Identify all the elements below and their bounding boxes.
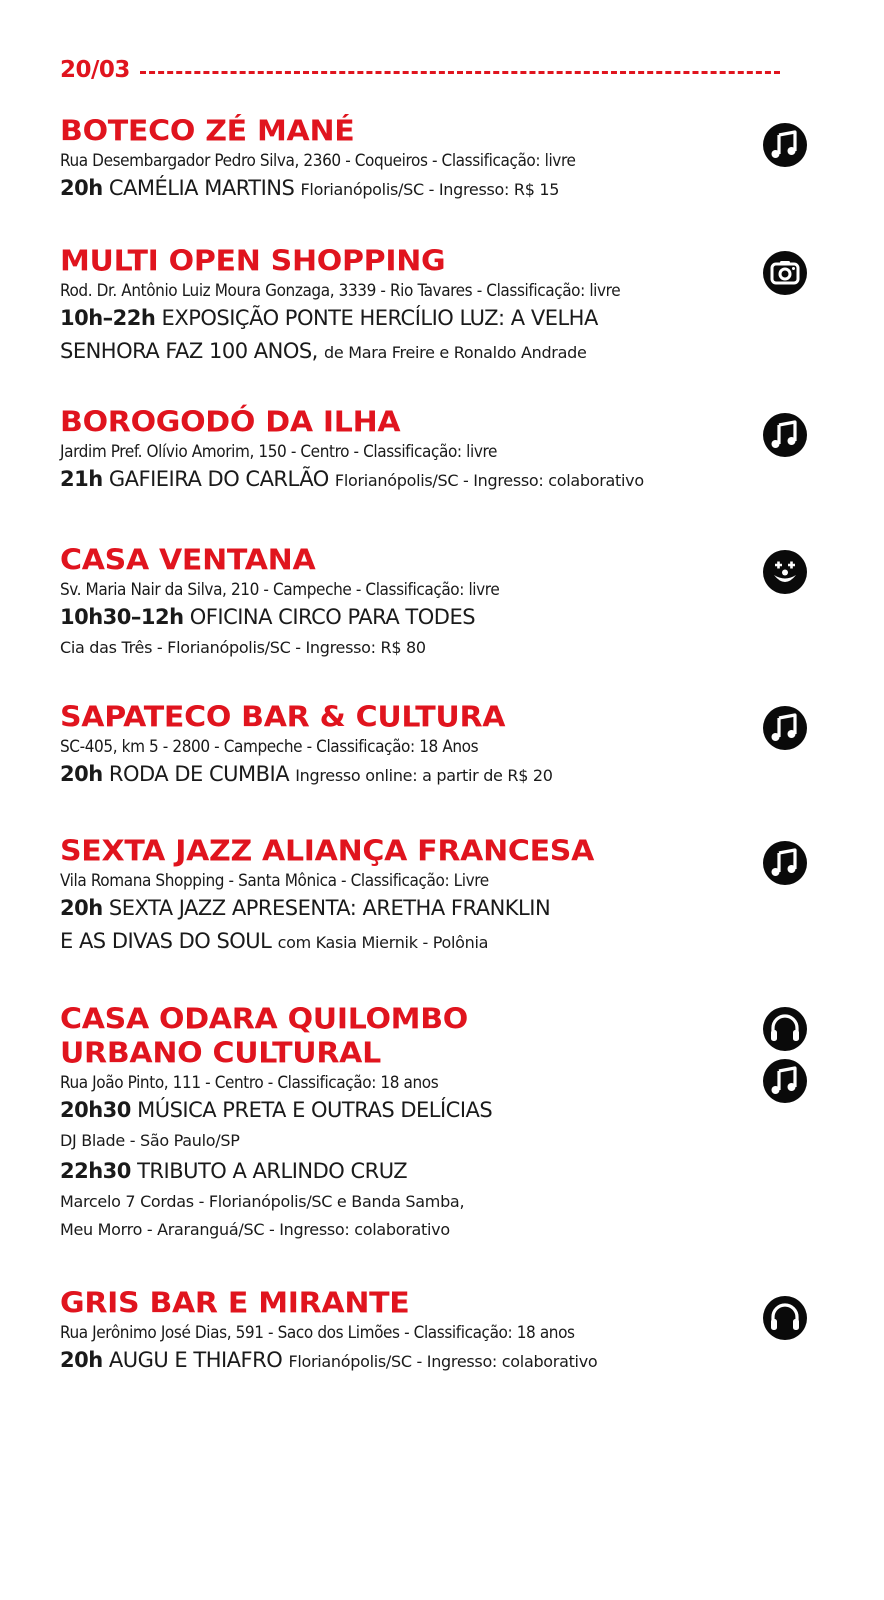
venue-name-line2: URBANO CULTURAL xyxy=(60,1037,381,1071)
event-title: EXPOSIÇÃO PONTE HERCÍLIO LUZ: A VELHA xyxy=(161,306,598,330)
event-time: 21h xyxy=(60,467,103,491)
venue-address: Rua João Pinto, 111 - Centro - Classificação: 18 anos xyxy=(60,1073,439,1093)
venue-name-line1: CASA ODARA QUILOMBO xyxy=(60,1003,468,1037)
venue-boteco-ze-mane xyxy=(60,116,840,206)
event-line xyxy=(60,463,840,497)
event-details-line2: Meu Morro - Araranguá/SC - Ingresso: colaborativo xyxy=(60,1220,450,1239)
venue-name: GRIS BAR E MIRANTE xyxy=(60,1287,410,1321)
event-time: 20h xyxy=(60,176,103,200)
venue-address: Rua Desembargador Pedro Silva, 2360 - Coqueiros - Classificação: livre xyxy=(60,151,576,171)
event-time: 10h30–12h xyxy=(60,605,184,629)
date-label: 20/03 xyxy=(60,57,130,83)
venue-address: SC-405, km 5 - 2800 - Campeche - Classificação: 18 Anos xyxy=(60,737,479,757)
event-line xyxy=(60,302,840,335)
event-line xyxy=(60,601,840,634)
camera-icon xyxy=(762,250,808,296)
event-time: 20h xyxy=(60,1348,103,1372)
venue-address: Vila Romana Shopping - Santa Mônica - Classificação: Livre xyxy=(60,871,489,891)
music-note-icon xyxy=(762,412,808,458)
event-title: GAFIEIRA DO CARLÃO xyxy=(108,467,329,491)
event-title: AUGU E THIAFRO xyxy=(108,1348,283,1372)
event-time: 20h xyxy=(60,896,103,920)
venue-address: Jardim Pref. Olívio Amorim, 150 - Centro - Classificação: livre xyxy=(60,442,498,462)
event-details: Cia das Três - Florianópolis/SC - Ingresso: R$ 80 xyxy=(60,638,426,657)
event-details: Marcelo 7 Cordas - Florianópolis/SC e Banda Samba, xyxy=(60,1192,465,1211)
event-details: de Mara Freire e Ronaldo Andrade xyxy=(324,343,587,362)
venue-name: BOTECO ZÉ MANÉ xyxy=(60,115,355,149)
event-title: OFICINA CIRCO PARA TODES xyxy=(189,605,476,629)
venue-sexta-jazz-alianca-francesa xyxy=(60,836,840,959)
headphones-icon xyxy=(762,1006,808,1052)
event-title: SEXTA JAZZ APRESENTA: ARETHA FRANKLIN xyxy=(108,896,551,920)
venue-borogodo-da-ilha xyxy=(60,407,840,497)
event-title-line2: SENHORA FAZ 100 ANOS, xyxy=(60,339,318,363)
venue-name: MULTI OPEN SHOPPING xyxy=(60,245,446,279)
event-title: RODA DE CUMBIA xyxy=(108,762,290,786)
music-note-icon xyxy=(762,840,808,886)
event-details: com Kasia Miernik - Polônia xyxy=(277,933,489,952)
headphones-icon xyxy=(762,1295,808,1341)
date-header xyxy=(60,56,780,84)
music-note-icon xyxy=(762,705,808,751)
venue-casa-ventana xyxy=(60,545,840,662)
event-line xyxy=(60,1094,840,1127)
event-line xyxy=(60,172,840,206)
event-line xyxy=(60,1155,840,1188)
event-time: 22h30 xyxy=(60,1159,131,1183)
event-line-continued xyxy=(60,925,840,959)
event-line-continued xyxy=(60,335,840,369)
music-note-icon xyxy=(762,122,808,168)
event-line xyxy=(60,1344,840,1378)
event-time: 20h30 xyxy=(60,1098,131,1122)
clown-face-icon xyxy=(762,549,808,595)
dashed-divider xyxy=(140,71,780,74)
event-details: Ingresso online: a partir de R$ 20 xyxy=(295,766,553,785)
music-note-icon xyxy=(762,1058,808,1104)
event-line xyxy=(60,892,840,925)
venue-sapateco-bar-cultura xyxy=(60,702,840,792)
event-time: 20h xyxy=(60,762,103,786)
venue-multi-open-shopping xyxy=(60,246,840,369)
venue-name: CASA VENTANA xyxy=(60,544,316,578)
venue-gris-bar-e-mirante xyxy=(60,1288,840,1378)
event-details: Florianópolis/SC - Ingresso: colaborativo xyxy=(334,471,644,490)
venue-name: BOROGODÓ DA ILHA xyxy=(60,406,401,440)
event-line xyxy=(60,758,840,792)
venue-casa-odara-quilombo xyxy=(60,1004,840,1244)
event-title: CAMÉLIA MARTINS xyxy=(108,176,295,200)
venue-address: Sv. Maria Nair da Silva, 210 - Campeche - Classificação: livre xyxy=(60,580,500,600)
event-title-line2: E AS DIVAS DO SOUL xyxy=(60,929,272,953)
venue-address: Rua Jerônimo José Dias, 591 - Saco dos Limões - Classificação: 18 anos xyxy=(60,1323,575,1343)
venue-name: SEXTA JAZZ ALIANÇA FRANCESA xyxy=(60,835,595,869)
event-details: Florianópolis/SC - Ingresso: colaborativo xyxy=(288,1352,598,1371)
event-details: Florianópolis/SC - Ingresso: R$ 15 xyxy=(300,180,560,199)
event-title: MÚSICA PRETA E OUTRAS DELÍCIAS xyxy=(137,1098,493,1122)
venue-name: SAPATECO BAR & CULTURA xyxy=(60,701,506,735)
event-details: DJ Blade - São Paulo/SP xyxy=(60,1131,240,1150)
venue-address: Rod. Dr. Antônio Luiz Moura Gonzaga, 3339 - Rio Tavares - Classificação: livre xyxy=(60,281,621,301)
event-title: TRIBUTO A ARLINDO CRUZ xyxy=(137,1159,408,1183)
event-time: 10h–22h xyxy=(60,306,156,330)
